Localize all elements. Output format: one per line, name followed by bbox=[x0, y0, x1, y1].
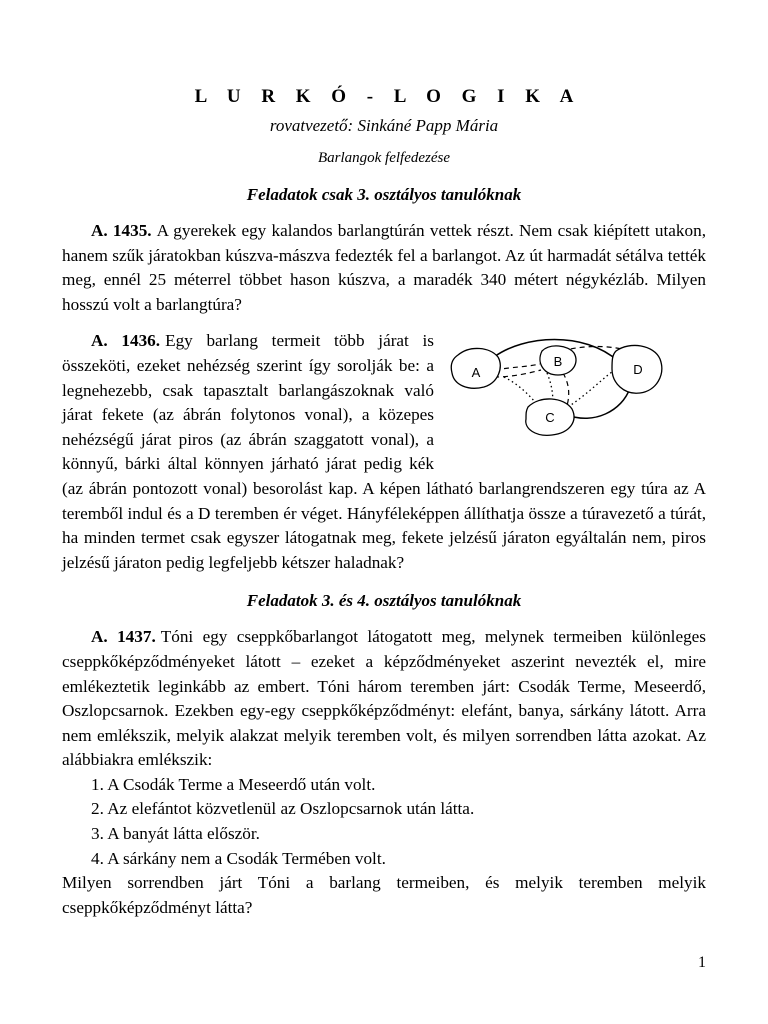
page-title: L U R K Ó - L O G I K A bbox=[194, 86, 582, 107]
section-heading-grade3-4: Feladatok 3. és 4. osztályos tanulóknak bbox=[246, 591, 522, 611]
problem-id: A. 1436. bbox=[91, 331, 161, 351]
cave-label-a: A bbox=[471, 365, 481, 381]
cave-network-diagram bbox=[444, 333, 706, 455]
page-number: 1 bbox=[698, 954, 706, 971]
problem-text: Egy barlang termeit több járat is összeköti, ezeket nehézség szerint így sorolják be: a legnehezebb, csak tapasztalt barlangászoknak való járat fekete (az ábrán folytonos vonal), a közepes nehézségű járat piros (az ábrán szaggatott vonal), a könnyű, bárki által könnyen járható járat pedig kék (az ábrán pontozott vonal) besorolást kap. A képen látható barlangrendszeren egy túra az A teremből indul és a D teremben ér véget. Hányféleképpen állíthatja össze a túravezető a túrát, ha minden termet csak egyszer látogatnak meg, fekete jelzésű járaton egyáltalán nem, piros jelzésű járaton pedig legfeljebb kétszer haladnak? bbox=[62, 331, 706, 572]
list-item: 4. A sárkány nem a Csodák Termében volt. bbox=[91, 848, 386, 868]
editor-line: rovatvezető: Sinkáné Papp Mária bbox=[269, 116, 499, 135]
edge-c-d-dotted bbox=[568, 369, 616, 407]
document-page bbox=[62, 86, 706, 920]
cave-label-d: D bbox=[633, 362, 643, 378]
problem-a1435 bbox=[62, 219, 706, 317]
edge-a-b-dashed-2 bbox=[494, 370, 541, 377]
problem-text: A gyerekek egy kalandos barlangtúrán vettek részt. Nem csak kiépített utakon, hanem szűk járatokban kúszva-mászva fedezték fel a barlangot. Az út harmadát sétálva tették meg, ennél 25 méterrel többet hason kúszva, a maradék 340 métert négykézláb. Milyen hosszú volt a barlangtúra? bbox=[62, 221, 706, 314]
topic-subtitle: Barlangok felfedezése bbox=[317, 150, 451, 166]
list-item: 2. Az elefántot közvetlenül az Oszlopcsarnok után látta. bbox=[91, 799, 475, 819]
clue-list bbox=[62, 773, 706, 871]
list-item: 3. A banyát látta először. bbox=[91, 824, 260, 844]
problem-question: Milyen sorrendben járt Tóni a barlang termeiben, és melyik teremben melyik cseppkőképződményt látta? bbox=[62, 873, 706, 917]
problem-a1436-block bbox=[62, 329, 706, 575]
edge-a-b-dashed-1 bbox=[495, 364, 540, 370]
edge-c-d-solid bbox=[567, 388, 630, 418]
problem-id: A. 1437. bbox=[91, 627, 156, 647]
cave-label-c: C bbox=[545, 410, 555, 426]
list-item: 1. A Csodák Terme a Meseerdő után volt. bbox=[91, 774, 376, 794]
cave-label-b: B bbox=[553, 354, 563, 370]
problem-a1437 bbox=[62, 625, 706, 773]
section-heading-grade3: Feladatok csak 3. osztályos tanulóknak bbox=[246, 185, 522, 204]
problem-text: Tóni egy cseppkőbarlangot látogatott meg, melynek termeiben különleges cseppkőképződményeket látott – ezeket a képződményeket aszerint nevezték el, mire emlékeztetik leginkább az embert. Tóni három teremben járt: Csodák Terme, Meseerdő, Oszlopcsarnok. Ezekben egy-egy cseppkőképződményt: elefánt, banya, sárkány látott. Arra nem emlékszik, melyik alakzat melyik teremben volt, és milyen sorrendben látta azokat. Az alábbiakra emlékszik: bbox=[62, 627, 706, 770]
problem-id: A. 1435. bbox=[91, 221, 152, 240]
